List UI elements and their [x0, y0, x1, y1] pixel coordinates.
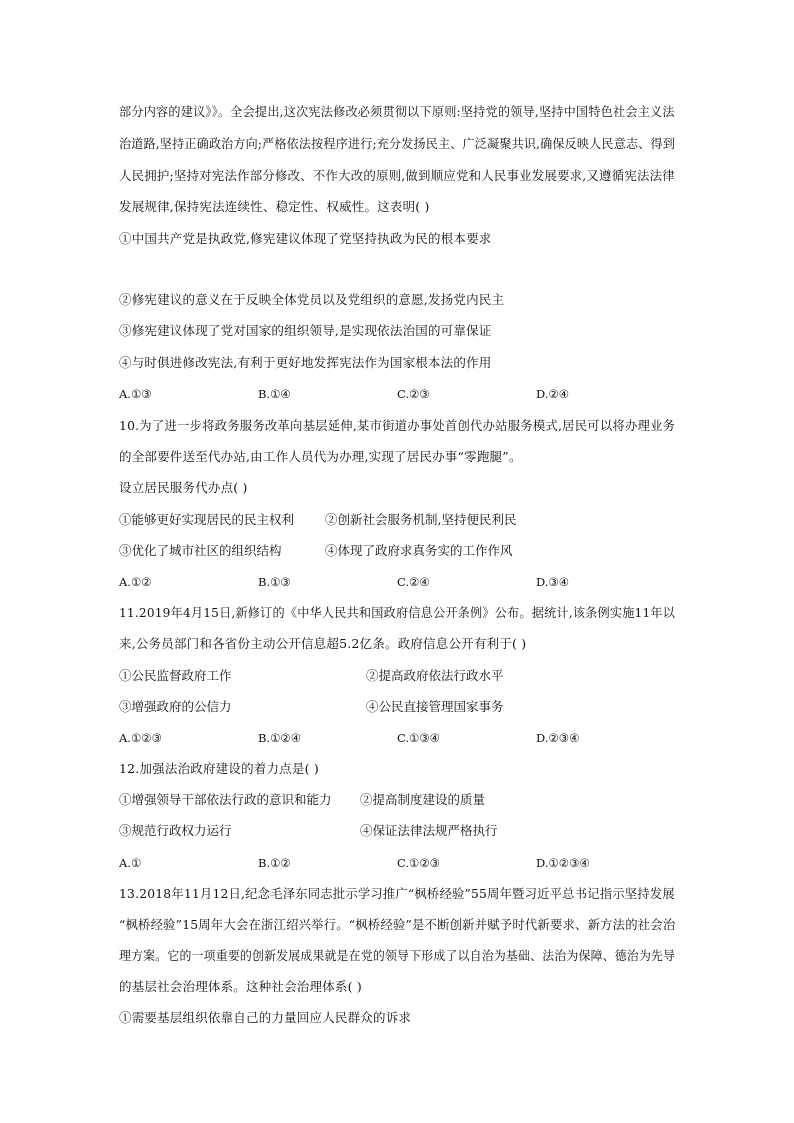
q13-line-3: 理方案。它的一项重要的创新发展成果就是在党的领导下形成了以自治为基础、法治为保障、德治为先导 — [119, 948, 676, 963]
q9-option-a: A.①③ — [119, 387, 152, 401]
q12-option-d: D.①②③④ — [536, 856, 590, 870]
q10-option-b: B.①③ — [258, 575, 291, 589]
q10-line-1: 10.为了进一步将政务服务改革向基层延伸,某市街道办事处首创代办站服务模式,居民可以将办理业务 — [119, 418, 676, 433]
q11-statement-1: ①公民监督政府工作 — [119, 668, 232, 683]
q9-line-4: 发展规律,保持宪法连续性、稳定性、权威性。这表明( ) — [119, 199, 430, 214]
q10-option-d: D.③④ — [536, 575, 570, 589]
q11-statement-2: ②提高政府依法行政水平 — [366, 668, 504, 683]
q12-option-a: A.① — [119, 856, 142, 870]
q9-option-c: C.②③ — [397, 387, 430, 401]
q12-option-c: C.①②③ — [397, 856, 440, 870]
q10-statement-4: ④体现了政府求真务实的工作作风 — [325, 543, 513, 558]
q9-statement-3: ③修宪建议体现了党对国家的组织领导,是实现依法治国的可靠保证 — [119, 323, 492, 338]
q11-statement-4: ④公民直接管理国家事务 — [366, 699, 504, 714]
q9-line-3: 人民拥护;坚持对宪法作部分修改、不作大改的原则,做到顺应党和人民事业发展要求,又遵循宪法法律 — [119, 168, 675, 183]
q9-option-d: D.②④ — [536, 387, 570, 401]
q9-option-b: B.①④ — [258, 387, 291, 401]
q12-statement-4: ④保证法律法规严格执行 — [360, 823, 498, 838]
q9-line-2: 治道路,坚持正确政治方向;严格依法按程序进行;充分发扬民主、广泛凝聚共识,确保反映人民意志、得到 — [119, 136, 675, 151]
q11-line-1: 11.2019年4月15日,新修订的《中华人民共和国政府信息公开条例》公布。据统计,该条例实施11年以 — [119, 605, 676, 620]
q10-line-2: 的全部要件送至代办站,由工作人员代为办理,实现了居民办事“零跑腿”。 — [119, 449, 522, 464]
q12-statement-2: ②提高制度建设的质量 — [360, 792, 486, 807]
q10-option-a: A.①② — [119, 575, 152, 589]
q13-line-4: 的基层社会治理体系。这种社会治理体系( ) — [119, 979, 362, 994]
q11-option-a: A.①②③ — [119, 731, 162, 745]
q12-line-1: 12.加强法治政府建设的着力点是( ) — [119, 761, 319, 776]
q9-statement-4: ④与时俱进修改宪法,有利于更好地发挥宪法作为国家根本法的作用 — [119, 355, 492, 370]
q12-statement-1: ①增强领导干部依法行政的意识和能力 — [119, 792, 332, 807]
q13-line-1: 13.2018年11月12日,纪念毛泽东同志批示学习推广“枫桥经验”55周年暨习近平总书记指示坚持发展 — [119, 886, 675, 901]
q12-statement-3: ③规范行政权力运行 — [119, 823, 232, 838]
q10-statement-3: ③优化了城市社区的组织结构 — [119, 543, 282, 558]
q11-option-d: D.②③④ — [536, 731, 580, 745]
q11-line-2: 来,公务员部门和各省份主动公开信息超5.2亿条。政府信息公开有利于( ) — [119, 636, 527, 651]
q10-option-c: C.②④ — [397, 575, 430, 589]
q10-statement-2: ②创新社会服务机制,坚持便民利民 — [325, 512, 517, 527]
q10-line-3: 设立居民服务代办点( ) — [119, 480, 248, 495]
q11-option-b: B.①②④ — [258, 731, 302, 745]
q11-statement-3: ③增强政府的公信力 — [119, 699, 232, 714]
q10-statement-1: ①能够更好实现居民的民主权利 — [119, 512, 295, 527]
q13-statement-1: ①需要基层组织依靠自己的力量回应人民群众的诉求 — [119, 1010, 412, 1025]
q9-statement-1: ①中国共产党是执政党,修宪建议体现了党坚持执政为民的根本要求 — [119, 231, 492, 246]
q12-option-b: B.①② — [258, 856, 291, 870]
q11-option-c: C.①③④ — [397, 731, 440, 745]
q13-line-2: “枫桥经验”15周年大会在浙江绍兴举行。“枫桥经验”是不断创新并赋予时代新要求、新方法的社会治 — [119, 917, 676, 932]
q9-statement-2: ②修宪建议的意义在于反映全体党员以及党组织的意愿,发扬党内民主 — [119, 292, 505, 307]
q9-line-1: 部分内容的建议》》。全会提出,这次宪法修改必须贯彻以下原则:坚持党的领导,坚持中国特色社会主义法 — [119, 104, 675, 119]
